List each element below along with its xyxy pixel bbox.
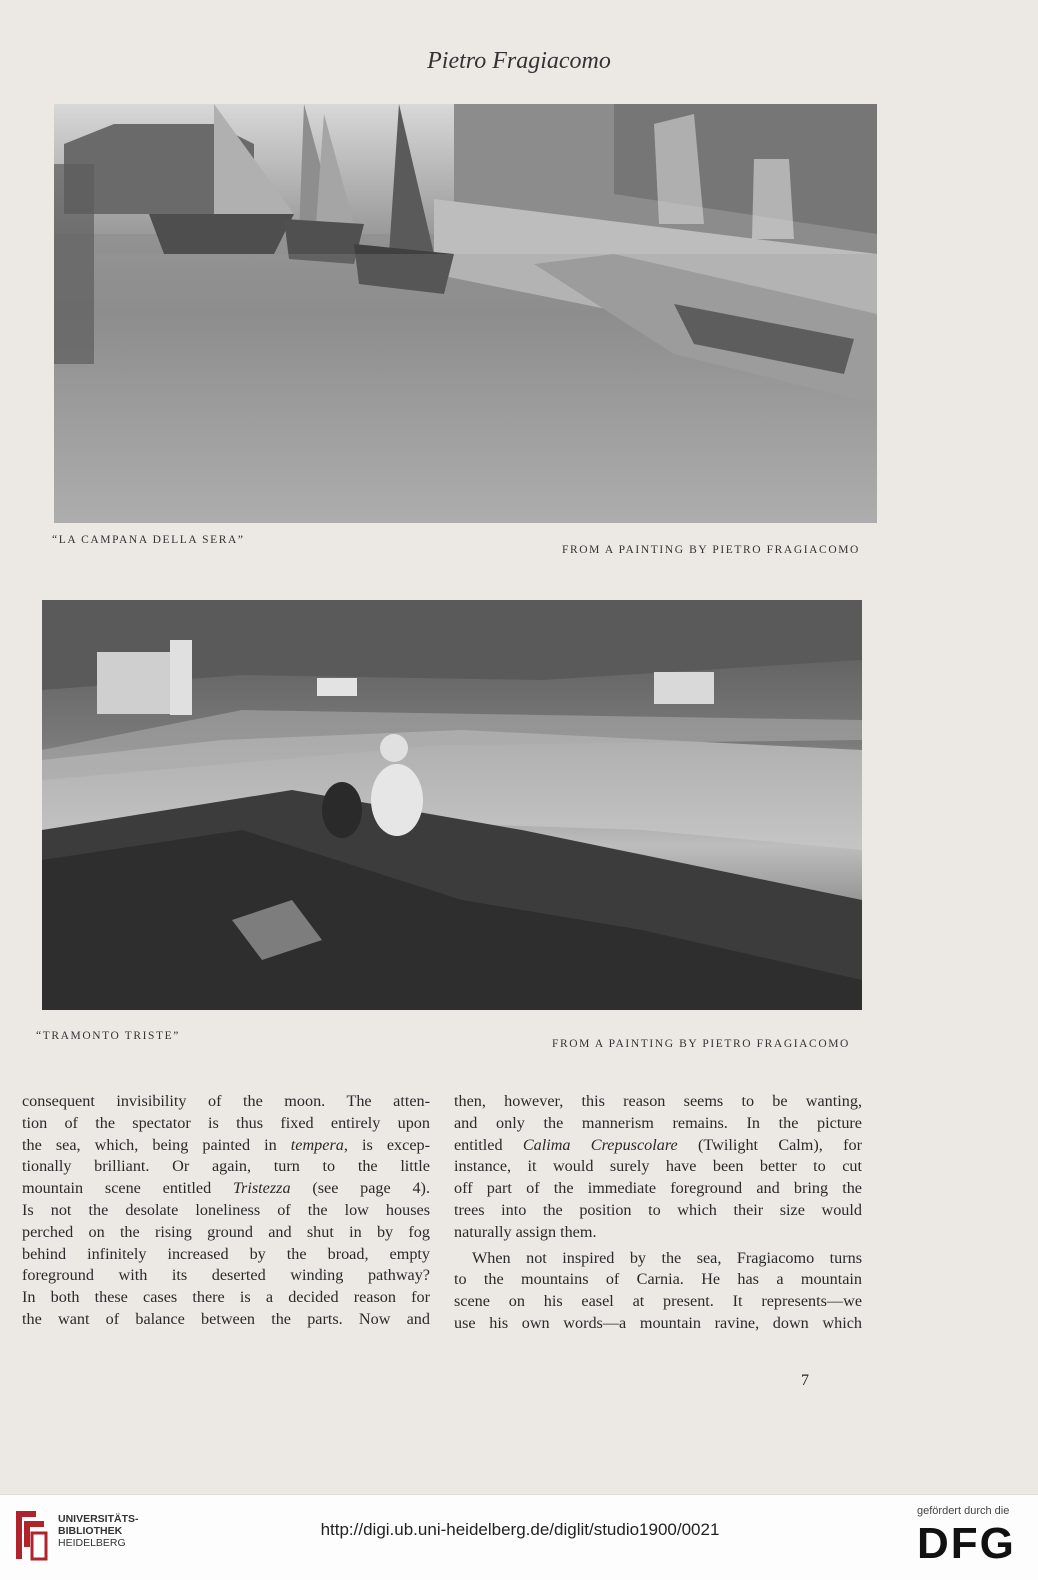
- text-line: trees into the position to which their size would: [454, 1200, 862, 1219]
- text-line: In both these cases there is a decided reason for: [22, 1288, 430, 1307]
- dfg-logo: DFG: [917, 1519, 1016, 1568]
- text-line: behind infinitely increased by the broad, empty: [22, 1244, 430, 1263]
- text-line: off part of the immediate foreground and bring the: [454, 1179, 862, 1198]
- source-url-link[interactable]: http://digi.ub.uni-heidelberg.de/diglit/studio1900/0021: [320, 1520, 720, 1539]
- text-line: Is not the desolate loneliness of the low houses: [22, 1200, 430, 1219]
- text-line: instance, it would surely have been better to cut: [454, 1157, 862, 1176]
- text-line: the want of balance between the parts. Now and: [22, 1309, 430, 1328]
- university-library-name: UNIVERSITÄTS- BIBLIOTHEK HEIDELBERG: [58, 1513, 139, 1549]
- text-line: scene on his easel at present. It represents—we: [454, 1292, 862, 1311]
- text-line: When not inspired by the sea, Fragiacomo turns: [472, 1248, 862, 1267]
- text-line: consequent invisibility of the moon. The atten-: [22, 1092, 430, 1110]
- plate-1-title-caption: “LA CAMPANA DELLA SERA”: [52, 534, 245, 546]
- running-head: Pietro Fragiacomo: [427, 48, 611, 74]
- text-line: the sea, which, being painted in tempera, is excep-: [22, 1135, 430, 1154]
- digitization-footer: [0, 1494, 1038, 1580]
- plate-1-credit-caption: FROM A PAINTING BY PIETRO FRAGIACOMO: [562, 544, 860, 556]
- funder-note: gefördert durch die: [917, 1505, 1010, 1517]
- painting-la-campana-della-sera: [54, 104, 877, 523]
- plate-2-credit-caption: FROM A PAINTING BY PIETRO FRAGIACOMO: [552, 1038, 850, 1050]
- page-number: 7: [801, 1372, 809, 1389]
- text-line: then, however, this reason seems to be wanting,: [454, 1092, 862, 1110]
- text-line: tionally brilliant. Or again, turn to the little: [22, 1157, 430, 1176]
- text-line: and only the mannerism remains. In the picture: [454, 1113, 862, 1132]
- left-text-column: [22, 1091, 430, 1331]
- university-library-logo-icon: [10, 1507, 50, 1565]
- text-line: naturally assign them.: [454, 1222, 597, 1241]
- text-line: mountain scene entitled Tristezza (see page 4).: [22, 1179, 430, 1198]
- text-line: entitled Calima Crepuscolare (Twilight Calm), for: [454, 1135, 863, 1154]
- plate-2-title-caption: “TRAMONTO TRISTE”: [36, 1030, 181, 1042]
- painting-tramonto-triste: [42, 600, 862, 1010]
- text-line: foreground with its deserted winding pathway?: [22, 1266, 430, 1285]
- text-line: tion of the spectator is thus fixed entirely upon: [22, 1113, 430, 1132]
- text-line: use his own words—a mountain ravine, down which: [454, 1313, 862, 1332]
- text-line: perched on the rising ground and shut in by fog: [22, 1222, 430, 1241]
- text-line: to the mountains of Carnia. He has a mountain: [454, 1270, 862, 1289]
- right-text-column: [454, 1091, 862, 1335]
